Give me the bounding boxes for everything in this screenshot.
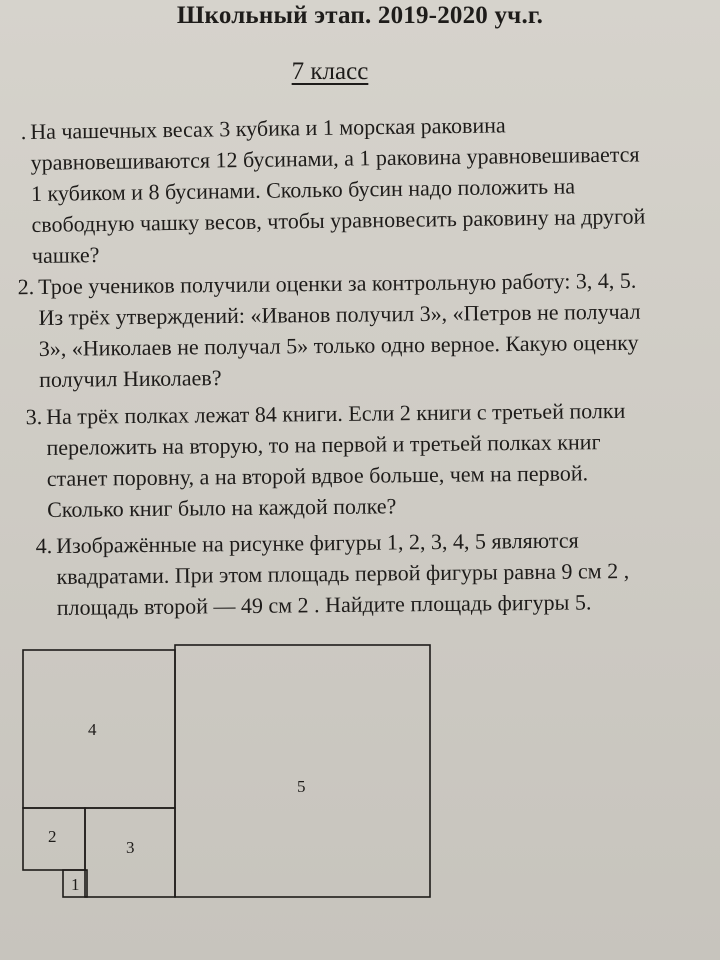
problem-text-line: квадратами. При этом площадь первой фигуры равна 9 см 2 , — [56, 558, 630, 589]
problem-text-line: На чашечных весах 3 кубика и 1 морская раковина — [30, 112, 506, 144]
square-4 — [23, 650, 175, 808]
problem-text-line: Сколько книг было на каждой полке? — [47, 493, 397, 522]
problem-number: 4. — [35, 533, 53, 559]
problem-2 — [17, 264, 701, 395]
problem-text-line: Из трёх утверждений: «Иванов получил 3», «Петров не получал — [38, 298, 641, 330]
problem-text-line: Изображённые на рисунке фигуры 1, 2, 3, 4, 5 являются — [56, 527, 579, 558]
problem-number: 2. — [17, 274, 35, 300]
square-5-label: 5 — [297, 777, 306, 796]
problem-text-line: уравновешиваются 12 бусинами, а 1 раковина уравновешивается — [30, 141, 640, 175]
problem-3 — [25, 394, 687, 525]
square-5 — [175, 645, 430, 897]
problem-number: 3. — [25, 404, 43, 430]
problem-number: . — [20, 119, 27, 145]
problem-text-line: переложить на вторую, то на первой и третьей полках книг — [46, 429, 601, 460]
square-1-label: 1 — [71, 875, 80, 894]
problem-text-line: чашке? — [31, 242, 100, 268]
square-3-label: 3 — [126, 838, 135, 857]
problem-text-line: Трое учеников получили оценки за контрольную работу: 3, 4, 5. — [38, 267, 637, 299]
square-2-label: 2 — [48, 827, 57, 846]
problem-text-line: На трёх полках лежат 84 книги. Если 2 книги с третьей полки — [46, 397, 626, 429]
problem-text-line: получил Николаев? — [39, 365, 222, 392]
problem-text-line: 1 кубиком и 8 бусинами. Сколько бусин надо положить на — [30, 173, 576, 206]
squares-figure — [0, 630, 720, 960]
problem-1 — [20, 107, 712, 271]
problem-4 — [35, 524, 657, 623]
problem-text-line: площадь второй — 49 см 2 . Найдите площадь фигуры 5. — [56, 589, 592, 620]
page-title: Школьный этап. 2019-2020 уч.г. — [176, 2, 544, 29]
problem-text-line: станет поровну, а на второй вдвое больше, чем на первой. — [46, 460, 589, 491]
grade-heading: 7 класс — [291, 58, 369, 85]
problem-text-line: свободную чашку весов, чтобы уравновесить раковину на другой — [31, 203, 646, 237]
problem-text-line: 3», «Николаев не получал 5» только одно верное. Какую оценку — [38, 329, 639, 361]
square-4-label: 4 — [88, 720, 97, 739]
